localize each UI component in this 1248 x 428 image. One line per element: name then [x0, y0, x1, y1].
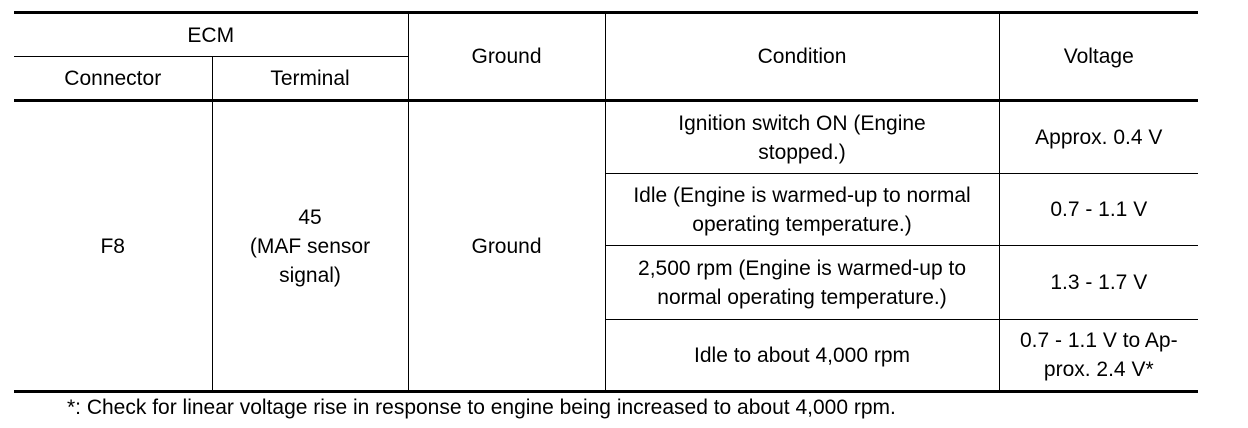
- header-voltage: Voltage: [999, 13, 1198, 101]
- condition-line1: Ignition switch ON (Engine: [678, 111, 926, 135]
- condition-cell: [605, 320, 999, 392]
- header-condition: Condition: [605, 13, 999, 101]
- voltage-line1: 0.7 - 1.1 V to Ap-: [1019, 329, 1178, 352]
- voltage-cell: [999, 101, 1198, 174]
- ecm-terminal-table: [14, 11, 1198, 393]
- condition-line1: 2,500 rpm (Engine is warmed-up to: [638, 256, 967, 280]
- voltage-line1: 1.3 - 1.7 V: [1050, 271, 1148, 294]
- condition-line1: Idle (Engine is warmed-up to normal: [633, 183, 971, 207]
- voltage-cell: [999, 246, 1198, 320]
- voltage-cell: [999, 320, 1198, 392]
- terminal-number: 45: [298, 205, 322, 229]
- voltage-line1: Approx. 0.4 V: [1035, 126, 1163, 149]
- condition-line2: stopped.): [758, 140, 846, 164]
- header-ecm: ECM: [14, 13, 408, 57]
- ground-cell: Ground: [408, 101, 605, 392]
- condition-line2: operating temperature.): [692, 212, 912, 236]
- condition-cell: [605, 101, 999, 174]
- terminal-cell: [212, 101, 408, 392]
- voltage-line2: prox. 2.4 V*: [1043, 358, 1154, 381]
- voltage-cell: [999, 174, 1198, 246]
- header-connector: Connector: [14, 57, 212, 101]
- footnote: *: Check for linear voltage rise in response to engine being increased to about 4,000 rpm.: [67, 396, 896, 419]
- voltage-line1: 0.7 - 1.1 V: [1050, 198, 1148, 221]
- terminal-desc-line1: (MAF sensor: [249, 234, 371, 258]
- connector-cell: F8: [14, 101, 212, 392]
- table-row: [14, 101, 1198, 174]
- header-ground: Ground: [408, 13, 605, 101]
- spec-table-container: [14, 11, 1198, 393]
- condition-cell: [605, 246, 999, 320]
- condition-line2: normal operating temperature.): [657, 285, 947, 309]
- header-row-1: [14, 13, 1198, 57]
- terminal-desc-line2: signal): [279, 263, 341, 287]
- condition-cell: [605, 174, 999, 246]
- header-terminal: Terminal: [212, 57, 408, 101]
- condition-line1: Idle to about 4,000 rpm: [694, 343, 910, 367]
